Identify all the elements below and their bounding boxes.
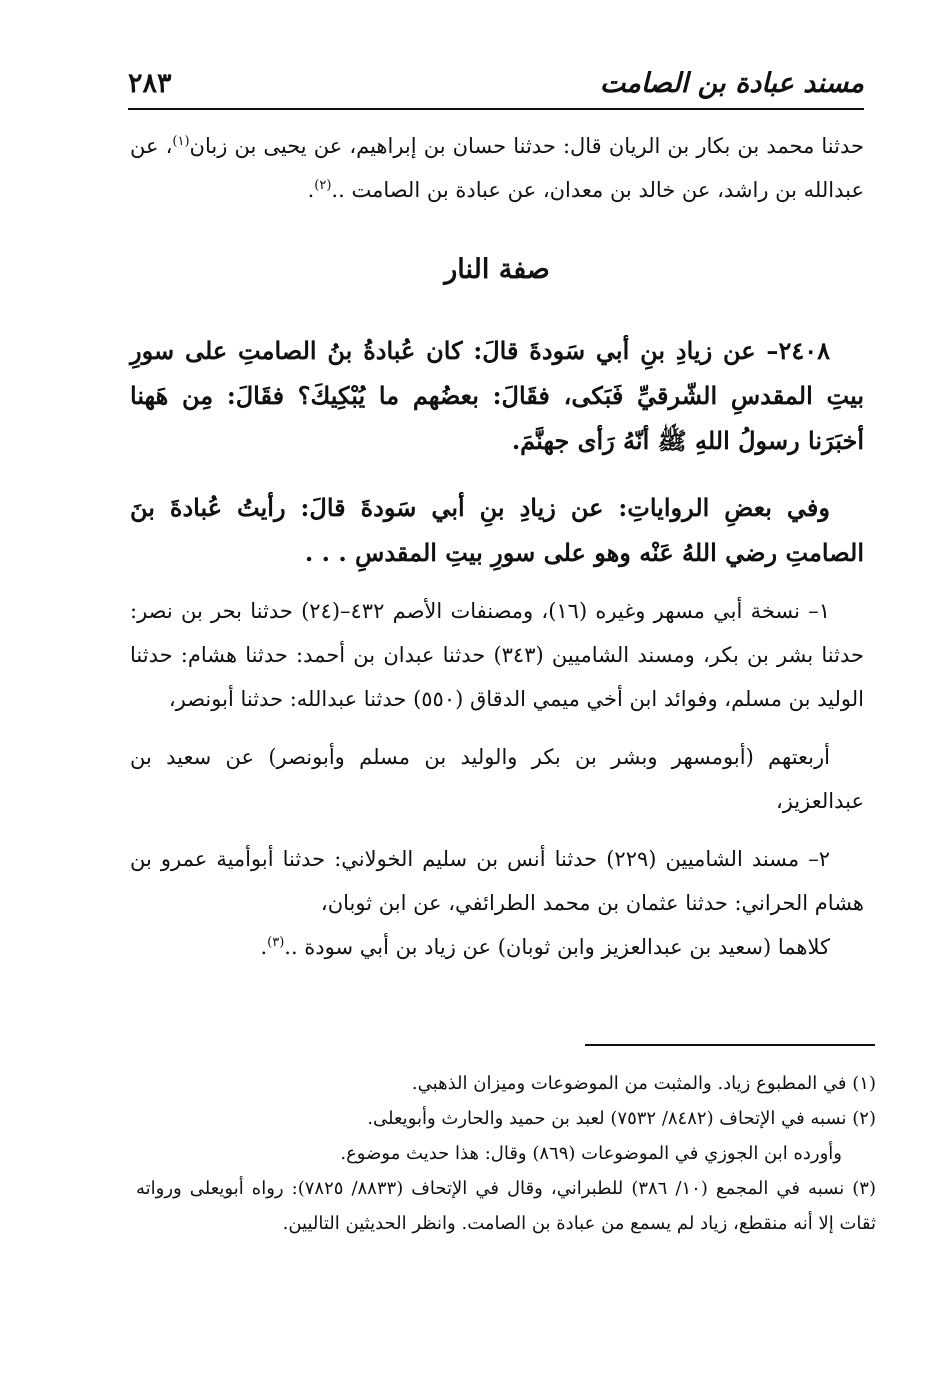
source-2: ٢– مسند الشاميين (٢٢٩) حدثنا أنس بن سليم الخولاني: حدثنا أبوأمية عمرو بن هشام الحراني: حدثنا عثمان بن محمد الطرائفي، عن ابن ثوبان، [130, 847, 864, 915]
source-1-summary: أربعتهم (أبومسهر وبشر بن بكر والوليد بن مسلم وأبونصر) عن سعيد بن عبدالعزيز، [130, 745, 864, 813]
footnote-separator [585, 1044, 875, 1046]
footnote-ref-2: (٢) [314, 178, 332, 193]
footnote-ref-1: (١) [172, 134, 190, 149]
main-text [130, 124, 864, 969]
running-header [128, 66, 864, 110]
footnote-3: (٣) نسبه في المجمع (١٠/ ٣٨٦) للطبراني، وقال في الإتحاف (٨٨٣٣/ ٧٨٢٥): رواه أبويعلى ورواته ثقات إلا أنه منقطع، زياد لم يسمع من عبادة بن الصامت. وانظر الحديثين التاليين. [136, 1178, 876, 1234]
footnote-1: (١) في المطبوع زياد. والمثبت من الموضوعات وميزان الذهبي. [411, 1073, 876, 1094]
page-number: ٢٨٣ [128, 68, 172, 99]
intro-paragraph: حدثنا محمد بن بكار بن الريان قال: حدثنا حسان بن إبراهيم، عن يحيى بن زبان$^{(١)}$، عن عبدالله بن راشد، عن خالد بن معدان، عن عبادة بن الصامت ..$^{(٢)}$. [130, 134, 864, 202]
footnote-2-continued: وأورده ابن الجوزي في الموضوعات (٨٦٩) وقال: هذا حديث موضوع. [340, 1143, 842, 1164]
footnote-ref-3: (٣) [267, 935, 285, 950]
section-heading: صفة النار [444, 254, 550, 285]
running-title: مسند عبادة بن الصامت [599, 68, 864, 99]
hadith-text: ٢٤٠٨– عن زيادِ بنِ أبي سَودةَ قالَ: كان عُبادةُ بنُ الصامتِ على سورِ بيتِ المقدسِ الشّرقيِّ فَبَكى، فقَالَ: بعضُهم ما يُبْكِيكَ؟ فقَالَ: مِن هَهنا أخبَرَنا رسولُ اللهِ ﷺ أنّهُ رَأى جهنَّمَ. [130, 336, 864, 455]
footnote-2: (٢) نسبه في الإتحاف (٨٤٨٢/ ٧٥٣٢) لعبد بن حميد والحارث وأبويعلى. [367, 1108, 876, 1129]
variant-text: وفي بعضِ الرواياتِ: عن زيادِ بنِ أبي سَودةَ قالَ: رأيتُ عُبادةَ بنَ الصامتِ رضي اللهُ عَنْه وهو على سورِ بيتِ المقدسِ . . . [130, 493, 864, 567]
source-1: ١– نسخة أبي مسهر وغيره (١٦)، ومصنفات الأصم ٤٣٢–(٢٤) حدثنا بحر بن نصر: حدثنا بشر بن بكر، ومسند الشاميين (٣٤٣) حدثنا عبدان بن أحمد: حدثنا هشام: حدثنا الوليد بن مسلم، وفوائد ابن أخي ميمي الدقاق (٥٥٠) حدثنا عبدالله: حدثنا أبونصر، [130, 599, 864, 711]
footnotes [136, 1066, 876, 1241]
source-summary: كلاهما (سعيد بن عبدالعزيز وابن ثوبان) عن زياد بن أبي سودة ..$^{(٣)}$. [260, 935, 830, 959]
